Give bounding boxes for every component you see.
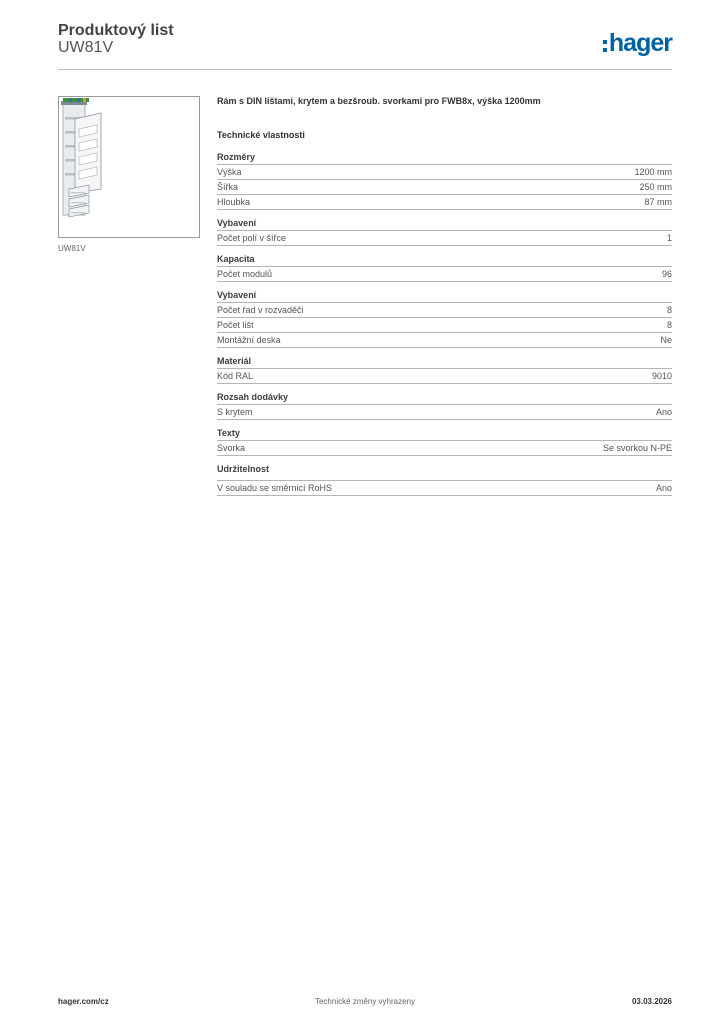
- product-description: Rám s DIN lištami, krytem a bezšroub. svorkami pro FWB8x, výška 1200mm: [217, 96, 541, 106]
- spec-label: V souladu se směrnicí RoHS: [217, 483, 333, 493]
- spec-label: Počet polí v šířce: [217, 233, 287, 243]
- product-details: [217, 95, 672, 496]
- spec-row: [217, 165, 672, 180]
- spec-row: [217, 480, 672, 496]
- spec-row: [217, 195, 672, 210]
- spec-group: [217, 150, 672, 210]
- footer-disclaimer: Technické změny vyhrazeny: [314, 997, 416, 1006]
- spec-group-title: Udržitelnost: [217, 464, 270, 474]
- footer-date: 03.03.2026: [631, 997, 672, 1006]
- spec-value: 1: [666, 233, 672, 243]
- spec-row: [217, 369, 672, 384]
- spec-label: Šířka: [217, 182, 239, 192]
- spec-label: Počet lišt: [217, 320, 254, 330]
- spec-group: [217, 462, 672, 496]
- spec-value: Se svorkou N-PE: [602, 443, 672, 453]
- spec-group-title: Vybavení: [217, 216, 672, 231]
- spec-row: [217, 333, 672, 348]
- spec-group: [217, 252, 672, 282]
- spec-value: 1200 mm: [634, 167, 672, 177]
- spec-group-title: Kapacita: [217, 252, 672, 267]
- spec-row: [217, 303, 672, 318]
- spec-row: [217, 267, 672, 282]
- spec-group-title: Rozsah dodávky: [217, 390, 672, 405]
- spec-value: 9010: [651, 371, 672, 381]
- spec-group: [217, 426, 672, 456]
- logo-text: hager: [608, 29, 672, 57]
- spec-group: [217, 288, 672, 348]
- product-image: [58, 96, 200, 238]
- spec-group-title: Rozměry: [217, 150, 672, 165]
- spec-label: Počet řad v rozvaděči: [217, 305, 304, 315]
- spec-label: Kód RAL: [217, 371, 254, 381]
- technical-properties-heading: Technické vlastnosti: [217, 130, 305, 140]
- spec-row: [217, 318, 672, 333]
- distribution-frame-image: [59, 97, 199, 237]
- spec-label: Počet modulů: [217, 269, 273, 279]
- spec-value: 8: [666, 320, 672, 330]
- spec-group-title: Vybavení: [217, 288, 672, 303]
- spec-row: [217, 405, 672, 420]
- spec-value: Ne: [660, 335, 672, 345]
- logo-dots-icon: [603, 40, 607, 52]
- document-title: Produktový list: [58, 22, 174, 39]
- product-code: UW81V: [58, 39, 114, 56]
- spec-value: 250 mm: [639, 182, 672, 192]
- spec-group: [217, 390, 672, 420]
- spec-value: Ano: [655, 483, 672, 493]
- hager-logo: [603, 28, 672, 58]
- spec-label: Montážní deska: [217, 335, 281, 345]
- footer-website: hager.com/cz: [58, 997, 109, 1006]
- spec-value: 8: [666, 305, 672, 315]
- spec-label: Výška: [217, 167, 242, 177]
- spec-row: [217, 180, 672, 195]
- spec-group: [217, 354, 672, 384]
- product-image-caption: UW81V: [58, 244, 86, 253]
- spec-group-title: Materiál: [217, 354, 672, 369]
- spec-group-title: Texty: [217, 426, 672, 441]
- spec-row: [217, 231, 672, 246]
- spec-label: Svorka: [217, 443, 246, 453]
- spec-group: [217, 216, 672, 246]
- spec-label: Hloubka: [217, 197, 251, 207]
- spec-value: 87 mm: [644, 197, 672, 207]
- spec-value: 96: [661, 269, 672, 279]
- page-footer: [58, 997, 672, 1009]
- page-header: [58, 22, 672, 70]
- spec-value: Ano: [655, 407, 672, 417]
- spec-row: [217, 441, 672, 456]
- spec-label: S krytem: [217, 407, 253, 417]
